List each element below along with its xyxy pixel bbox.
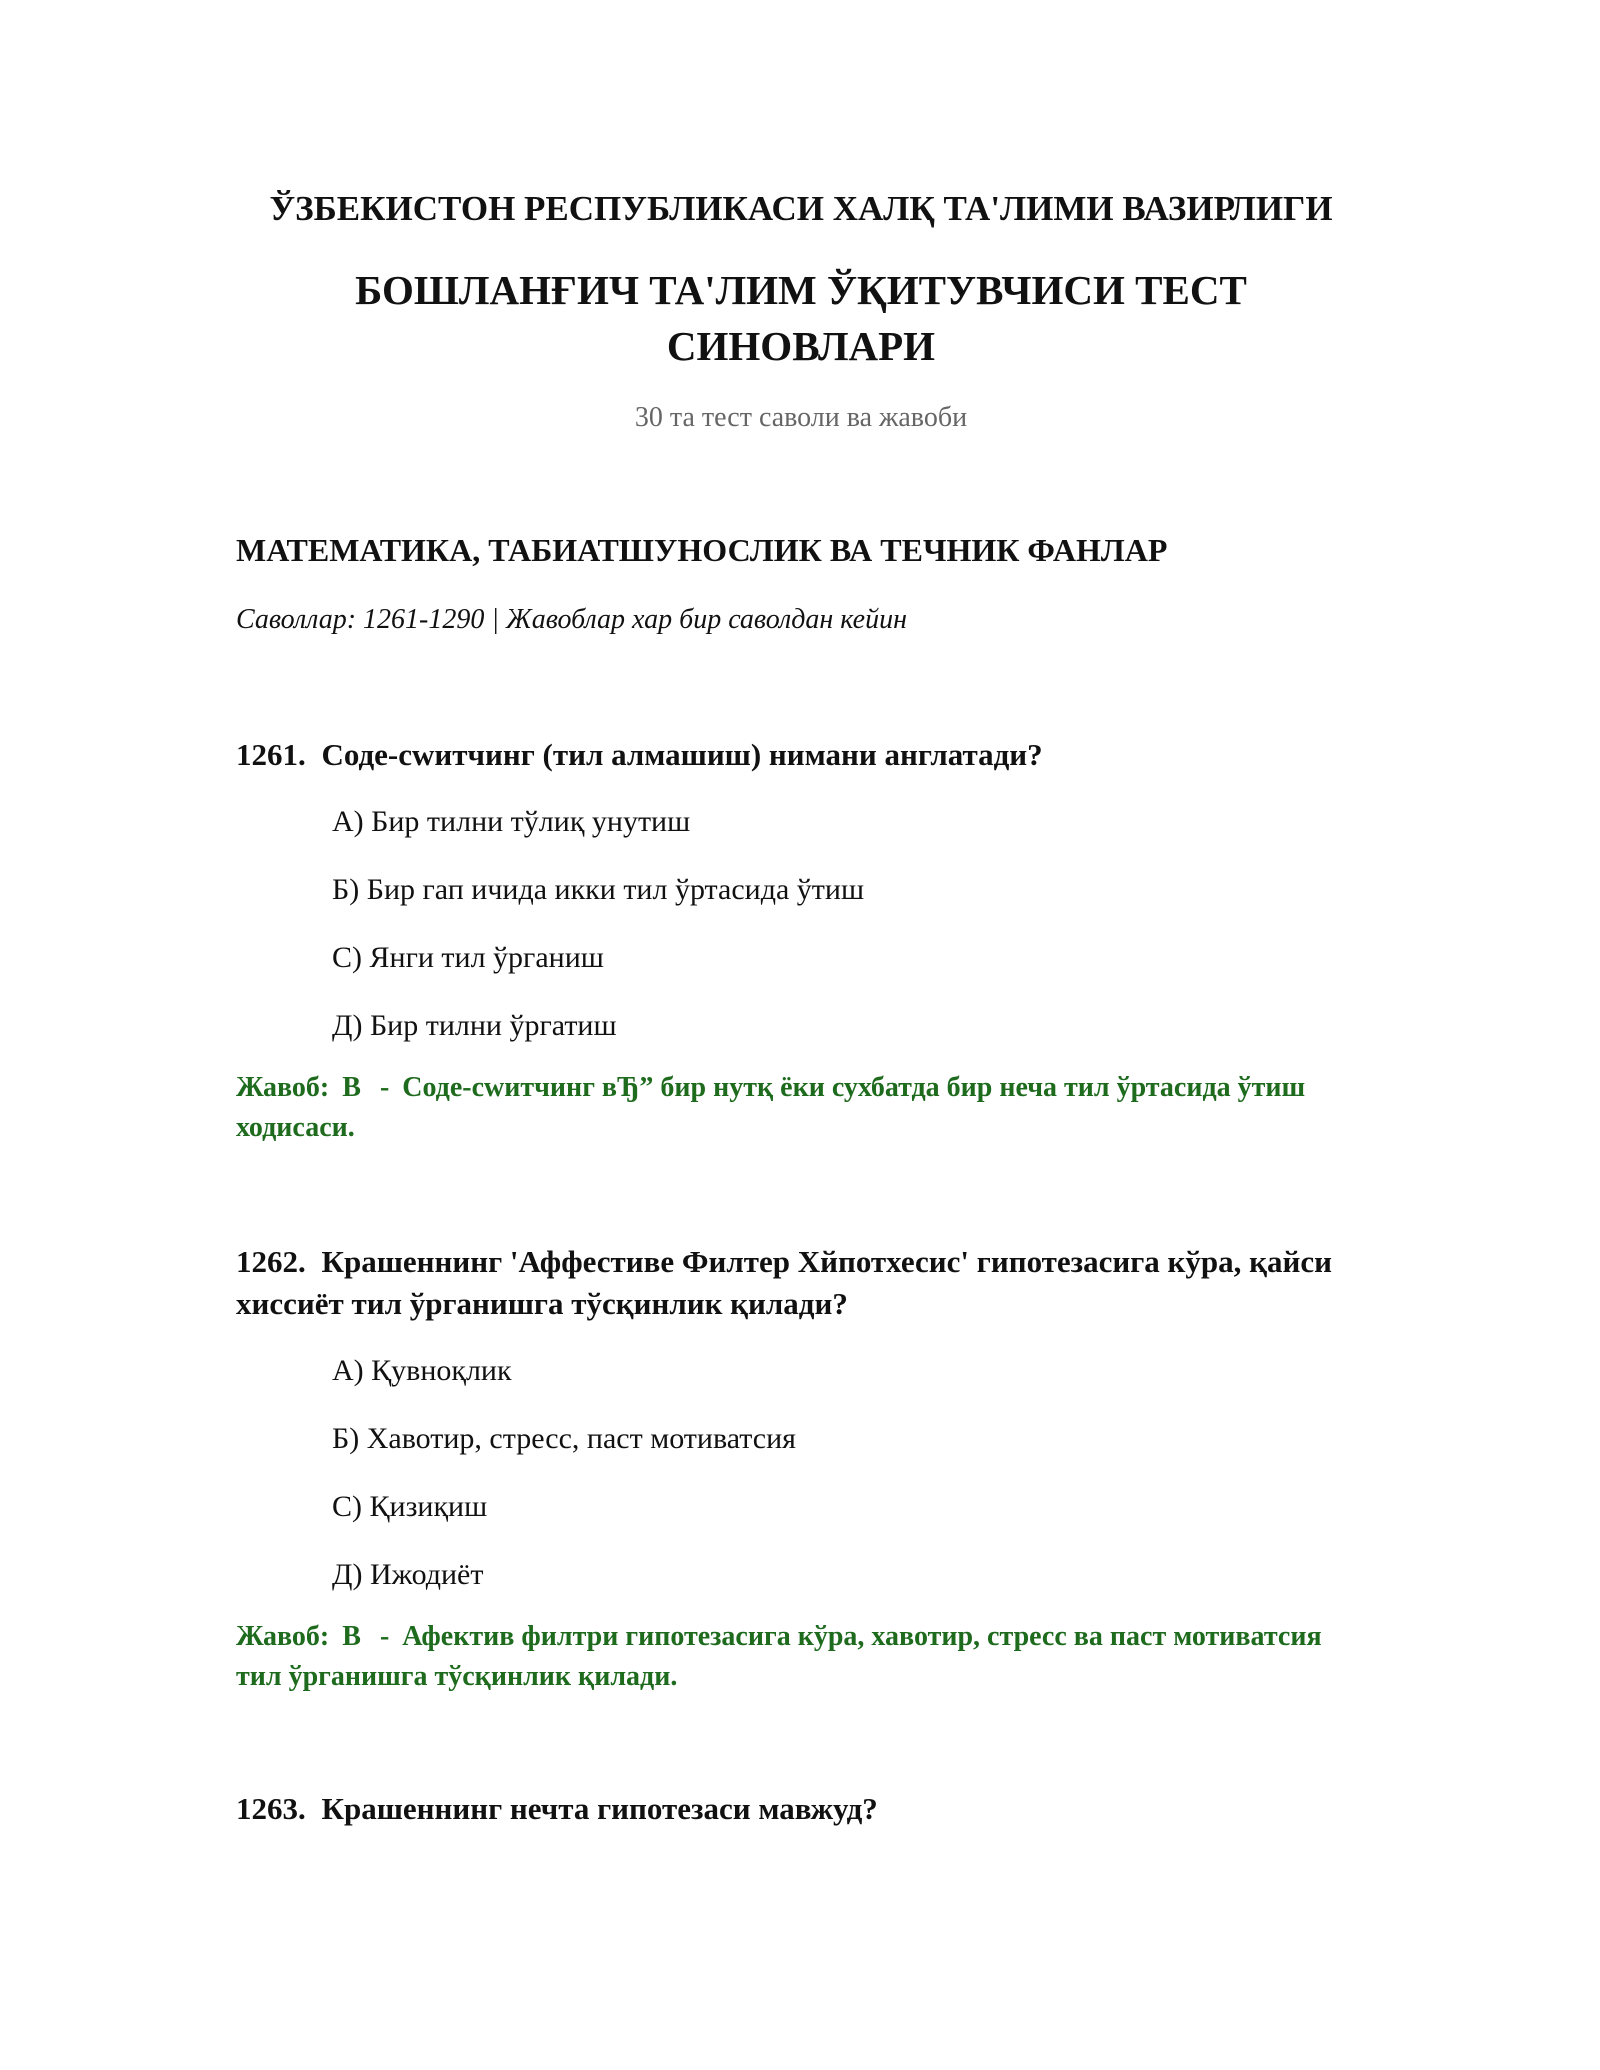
option-list (236, 1351, 1366, 1623)
question-body: Соде-сwитчинг (тил алмашиш) нимани англатади? (321, 737, 1043, 772)
option-d: Д) Ижодиёт (332, 1558, 484, 1591)
option-list (236, 802, 1366, 1074)
title-line-1: БОШЛАНҒИЧ ТА'ЛИМ ЎҚИТУВЧИСИ ТЕСТ (355, 267, 1247, 313)
section-heading: МАТЕМАТИКА, ТАБИАТШУНОСЛИК ВА ТЕЧНИК ФАНЛАР (236, 532, 1168, 568)
option-c: C) Қизиқиш (332, 1490, 488, 1523)
question-number: 1261. (236, 737, 306, 772)
question-body: Крашеннинг нечта гипотезаси мавжуд? (321, 1791, 878, 1826)
answer-letter: B (342, 1072, 361, 1103)
answer-dash: - (379, 1072, 390, 1103)
question-number: 1262. (236, 1244, 306, 1279)
answer-letter: B (342, 1621, 361, 1652)
answer-text: Афектив филтри гипотезасига кўра, хавотир, стресс ва паст мотиватсия тил ўрганишга тўсқинлик қилади. (236, 1621, 1322, 1692)
answer (236, 1068, 1366, 1148)
option-a: А) Қувноқлик (332, 1354, 512, 1387)
question-text (236, 1241, 1366, 1325)
question-1263 (236, 1788, 1366, 1830)
option-c: C) Янги тил ўрганиш (332, 941, 604, 974)
question-1261 (236, 734, 1366, 1148)
answer-dash: - (379, 1621, 390, 1652)
question-body: Крашеннинг 'Аффестиве Филтер Хйпотхесис' гипотезасига кўра, қайси хиссиёт тил ўрганишга тўсқинлик қилади? (236, 1244, 1332, 1321)
document-title (236, 262, 1366, 374)
title-line-2: СИНОВЛАРИ (666, 323, 936, 369)
answer-label: Жавоб: (236, 1072, 330, 1103)
option-d: Д) Бир тилни ўргатиш (332, 1009, 617, 1042)
question-text (236, 1788, 1366, 1830)
answer-label: Жавоб: (236, 1621, 330, 1652)
document-page (236, 0, 1366, 2070)
option-a: А) Бир тилни тўлиқ унутиш (332, 805, 691, 838)
option-b: Б) Бир гап ичида икки тил ўртасида ўтиш (332, 873, 865, 906)
section-info: Саволлар: 1261-1290 | Жавоблар хар бир саволдан кейин (236, 604, 907, 635)
answer-text: Соде-сwитчинг вЂ” бир нутқ ёки сухбатда бир неча тил ўртасида ўтиш ходисаси. (236, 1072, 1306, 1143)
question-number: 1263. (236, 1791, 306, 1826)
document-subtitle: 30 та тест саволи ва жавоби (634, 402, 968, 433)
answer (236, 1617, 1366, 1697)
option-b: Б) Хавотир, стресс, паст мотиватсия (332, 1422, 796, 1455)
question-text (236, 734, 1366, 776)
ministry-heading: ЎЗБЕКИСТОН РЕСПУБЛИКАСИ ХАЛҚ ТА'ЛИМИ ВАЗИРЛИГИ (269, 189, 1333, 228)
question-1262 (236, 1241, 1366, 1697)
